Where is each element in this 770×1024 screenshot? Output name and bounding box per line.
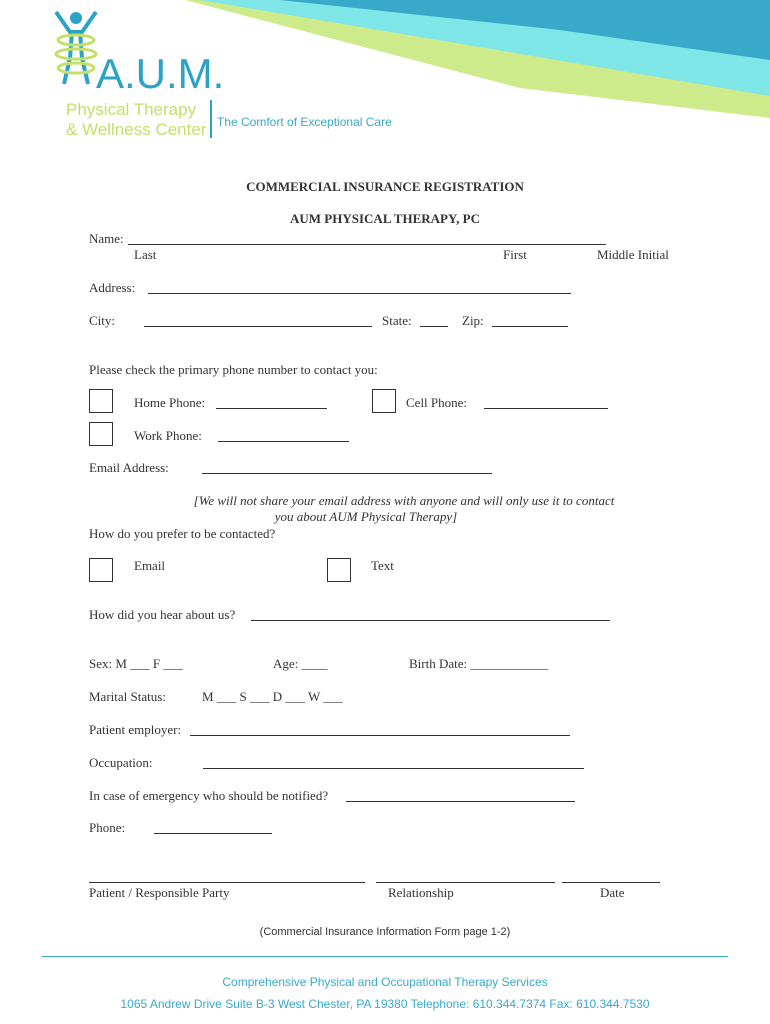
email-note-line2: you about AUM Physical Therapy] [274,509,458,524]
party-caption: Patient / Responsible Party [89,885,230,900]
employer-label: Patient employer: [89,722,182,737]
cell-phone-field[interactable] [484,408,608,409]
zip-label: Zip: [462,313,484,328]
relationship-caption: Relationship [388,885,454,900]
home-phone-label: Home Phone: [134,395,206,410]
name-middle-caption: Middle Initial [597,247,669,262]
tagline: The Comfort of Exceptional Care [217,115,392,129]
footer-services: Comprehensive Physical and Occupational Therapy Services [222,975,548,989]
page-note: (Commercial Insurance Information Form page 1-2) [259,926,511,938]
date-line[interactable] [562,882,660,883]
sex-field[interactable]: Sex: M ___ F ___ [89,656,183,671]
city-label: City: [89,313,116,328]
work-phone-field[interactable] [218,441,349,442]
logo-subtitle-line2: & Wellness Center [66,120,207,139]
home-phone-checkbox[interactable] [89,389,113,413]
contact-text-checkbox[interactable] [327,558,351,582]
name-field[interactable] [128,244,606,245]
email-field[interactable] [202,473,492,474]
logo-subtitle-line1: Physical Therapy [66,100,197,119]
contact-pref-label: How do you prefer to be contacted? [89,526,276,541]
city-field[interactable] [144,326,372,327]
contact-email-checkbox[interactable] [89,558,113,582]
hear-field[interactable] [251,620,610,621]
email-note-line1: [We will not share your email address with anyone and will only use it to contact [193,493,615,508]
occupation-label: Occupation: [89,755,153,770]
cell-phone-label: Cell Phone: [406,395,468,410]
state-field[interactable] [420,326,448,327]
address-label: Address: [89,280,136,295]
contact-text-label: Text [371,558,394,573]
emergency-phone-label: Phone: [89,820,126,835]
logo-text: A.U.M. [96,50,225,97]
home-phone-field[interactable] [216,408,327,409]
footer-address: 1065 Andrew Drive Suite B-3 West Chester, PA 19380 Telephone: 610.344.7374 Fax: 610.344.7530 [120,997,650,1011]
form-subtitle: AUM PHYSICAL THERAPY, PC [290,211,480,226]
zip-field[interactable] [492,326,568,327]
cell-phone-checkbox[interactable] [372,389,396,413]
footer-divider [42,956,728,957]
name-label: Name: [89,231,124,246]
hear-label: How did you hear about us? [89,607,236,622]
party-signature-line[interactable] [89,882,365,883]
marital-label: Marital Status: [89,689,166,704]
work-phone-label: Work Phone: [134,428,202,443]
work-phone-checkbox[interactable] [89,422,113,446]
email-label: Email Address: [89,460,169,475]
emergency-field[interactable] [346,801,575,802]
date-caption: Date [600,885,625,900]
state-label: State: [382,313,412,328]
contact-email-label: Email [134,558,166,573]
logo-divider [210,100,212,138]
employer-field[interactable] [190,735,570,736]
emergency-phone-field[interactable] [154,833,272,834]
birth-date-field[interactable]: Birth Date: ____________ [409,656,549,671]
relationship-line[interactable] [376,882,555,883]
name-first-caption: First [503,247,527,262]
address-field[interactable] [148,293,571,294]
emergency-label: In case of emergency who should be notified? [89,788,329,803]
phone-prompt: Please check the primary phone number to contact you: [89,362,378,377]
marital-options[interactable]: M ___ S ___ D ___ W ___ [202,689,343,704]
name-last-caption: Last [134,247,157,262]
occupation-field[interactable] [203,768,584,769]
form-title: COMMERCIAL INSURANCE REGISTRATION [246,179,524,194]
age-field[interactable]: Age: ____ [273,656,328,671]
